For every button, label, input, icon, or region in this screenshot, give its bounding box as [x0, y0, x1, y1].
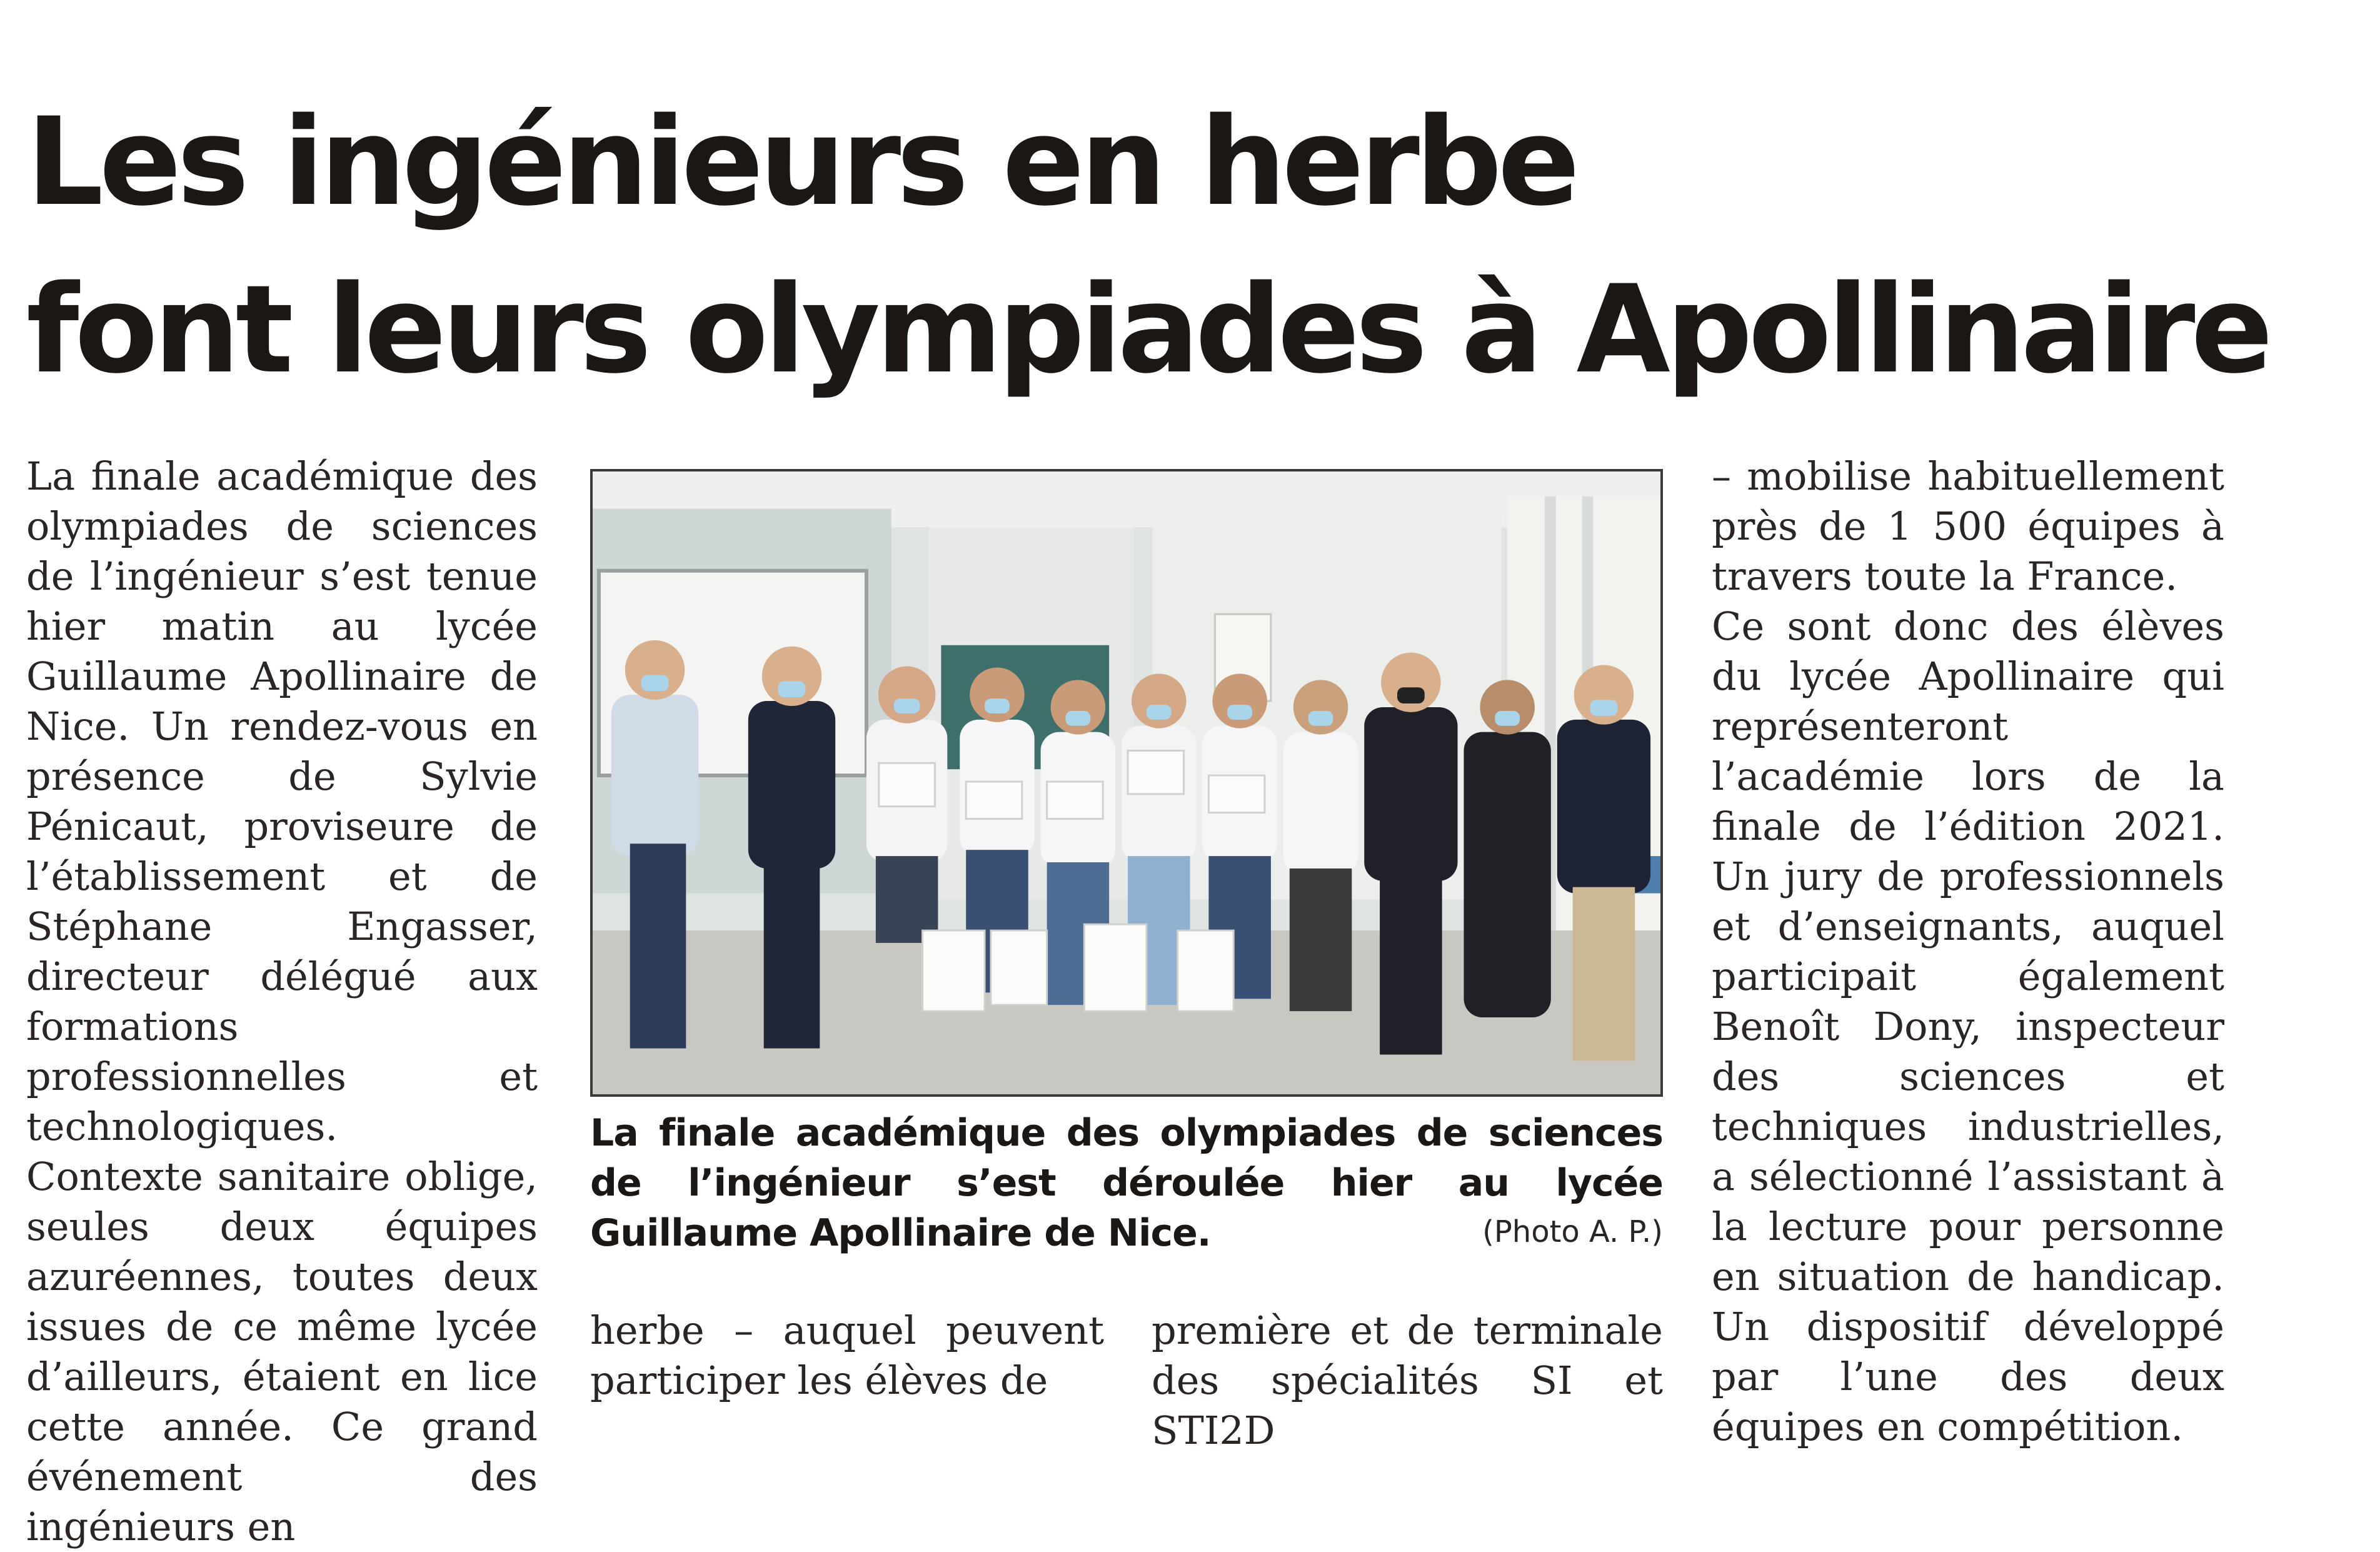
photo-credit: (Photo A. P.) [1482, 1214, 1663, 1249]
paragraph-jury: Ce sont donc des élèves du lycée Apollinaire qui représenteront l’académie lors de la finale de l’édition 2021. Un jury de professionnels et d’enseignants, auquel participait également Benoît Dony, inspecteur des sciences et techniques industrielles, a sélectionné l’assistant à la lecture pour personne en situation de handicap. Un dispositif développé par l’une des deux équipes en compétition. [1712, 603, 2224, 1449]
article-headline [26, 78, 2339, 413]
group-photo-illustration [593, 471, 1660, 1094]
paragraph-intro: La finale académique des olympiades de sciences de l’ingénieur s’est tenue hier matin au lycée Guillaume Apollinaire de Nice. Un rendez-vous en présence de Sylvie Pénicaut, proviseure de l’établissement et de Stéphane Engasser, directeur délégué aux formations professionnelles et technologiques. [26, 453, 538, 1149]
paragraph-middle-1: herbe – auquel peuvent participer les élèves de [590, 1308, 1104, 1403]
column-middle-2 [1152, 1306, 1663, 1456]
paragraph-middle-2: première et de terminale des spécialités SI et STI2D [1152, 1308, 1663, 1453]
paragraph-context: Contexte sanitaire oblige, seules deux équipes azuréennes, toutes deux issues de ce même lycée d’ailleurs, étaient en lice cette année. Ce grand événement des ingénieurs en [26, 1154, 538, 1549]
photo-caption: La finale académique des olympiades de sciences de l’ingénieur s’est déroulée hier au lycée Guillaume Apollinaire de Nice. [590, 1111, 1663, 1255]
column-right [1712, 451, 2224, 1452]
headline-line-2: font leurs olympiades à Apollinaire [26, 259, 2269, 400]
paragraph-continuation: – mobilise habituellement près de 1 500 équipes à travers toute la France. [1712, 453, 2224, 599]
headline-line-1: Les ingénieurs en herbe [26, 91, 1576, 233]
column-middle-1 [590, 1306, 1104, 1406]
column-left [26, 451, 538, 1552]
article-photo [590, 469, 1663, 1097]
